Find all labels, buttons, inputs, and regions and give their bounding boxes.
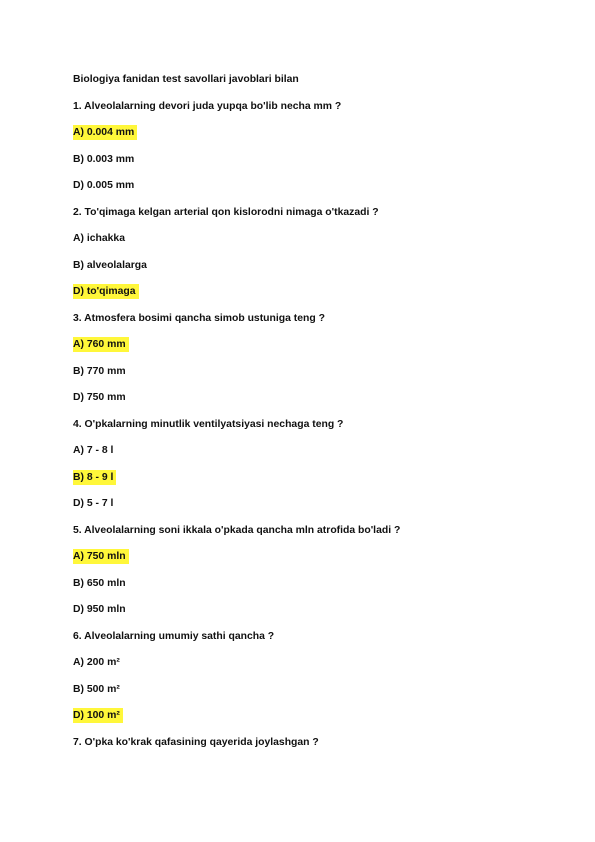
answer-option [73, 709, 533, 736]
answer-option [73, 603, 533, 630]
document-content [73, 73, 533, 762]
answer-text: A) 200 m² [73, 657, 120, 668]
answer-option [73, 338, 533, 365]
answer-option [73, 232, 533, 259]
answer-text: D) 750 mm [73, 392, 126, 403]
answer-option [73, 285, 533, 312]
correct-answer-highlight: B) 8 - 9 l [73, 470, 116, 485]
answer-text: B) 0.003 mm [73, 153, 135, 165]
answer-option [73, 365, 533, 392]
answer-option [73, 126, 533, 153]
correct-answer-highlight: A) 760 mm [73, 337, 129, 352]
question-6: 6. Alveolalarning umumiy sathi qancha ? [73, 630, 275, 642]
answer-option [73, 550, 533, 577]
question-2: 2. To'qimaga kelgan arterial qon kislorodni nimaga o'tkazadi ? [73, 206, 379, 218]
correct-answer-highlight: D) to'qimaga [73, 284, 139, 299]
question-1: 1. Alveolalarning devori juda yupqa bo'lib necha mm ? [73, 100, 342, 112]
answer-text: D) 950 mln [73, 604, 126, 615]
answer-option [73, 497, 533, 524]
answer-option [73, 683, 533, 710]
correct-answer-highlight: A) 750 mln [73, 549, 129, 564]
answer-text: A) 7 - 8 l [73, 445, 114, 456]
answer-text: B) alveolalarga [73, 259, 147, 271]
question-5: 5. Alveolalarning soni ikkala o'pkada qancha mln atrofida bo'ladi ? [73, 524, 401, 536]
document-title: Biologiya fanidan test savollari javoblari bilan [73, 74, 299, 85]
correct-answer-highlight: D) 100 m² [73, 708, 123, 723]
answer-text: B) 770 mm [73, 365, 126, 377]
question-4: 4. O'pkalarning minutlik ventilyatsiyasi nechaga teng ? [73, 418, 344, 430]
correct-answer-highlight: A) 0.004 mm [73, 125, 137, 140]
answer-text: A) ichakka [73, 233, 125, 244]
answer-text: D) 5 - 7 l [73, 498, 114, 509]
answer-option [73, 577, 533, 604]
answer-option [73, 153, 533, 180]
answer-option [73, 259, 533, 286]
question-3: 3. Atmosfera bosimi qancha simob ustuniga teng ? [73, 312, 325, 324]
question-list [73, 100, 533, 763]
answer-text: B) 500 m² [73, 683, 120, 695]
answer-option [73, 471, 533, 498]
answer-option [73, 656, 533, 683]
answer-option [73, 179, 533, 206]
answer-text: B) 650 mln [73, 577, 126, 589]
answer-option [73, 391, 533, 418]
answer-text: D) 0.005 mm [73, 180, 135, 191]
answer-option [73, 444, 533, 471]
question-7: 7. O'pka ko'krak qafasining qayerida joylashgan ? [73, 736, 319, 748]
